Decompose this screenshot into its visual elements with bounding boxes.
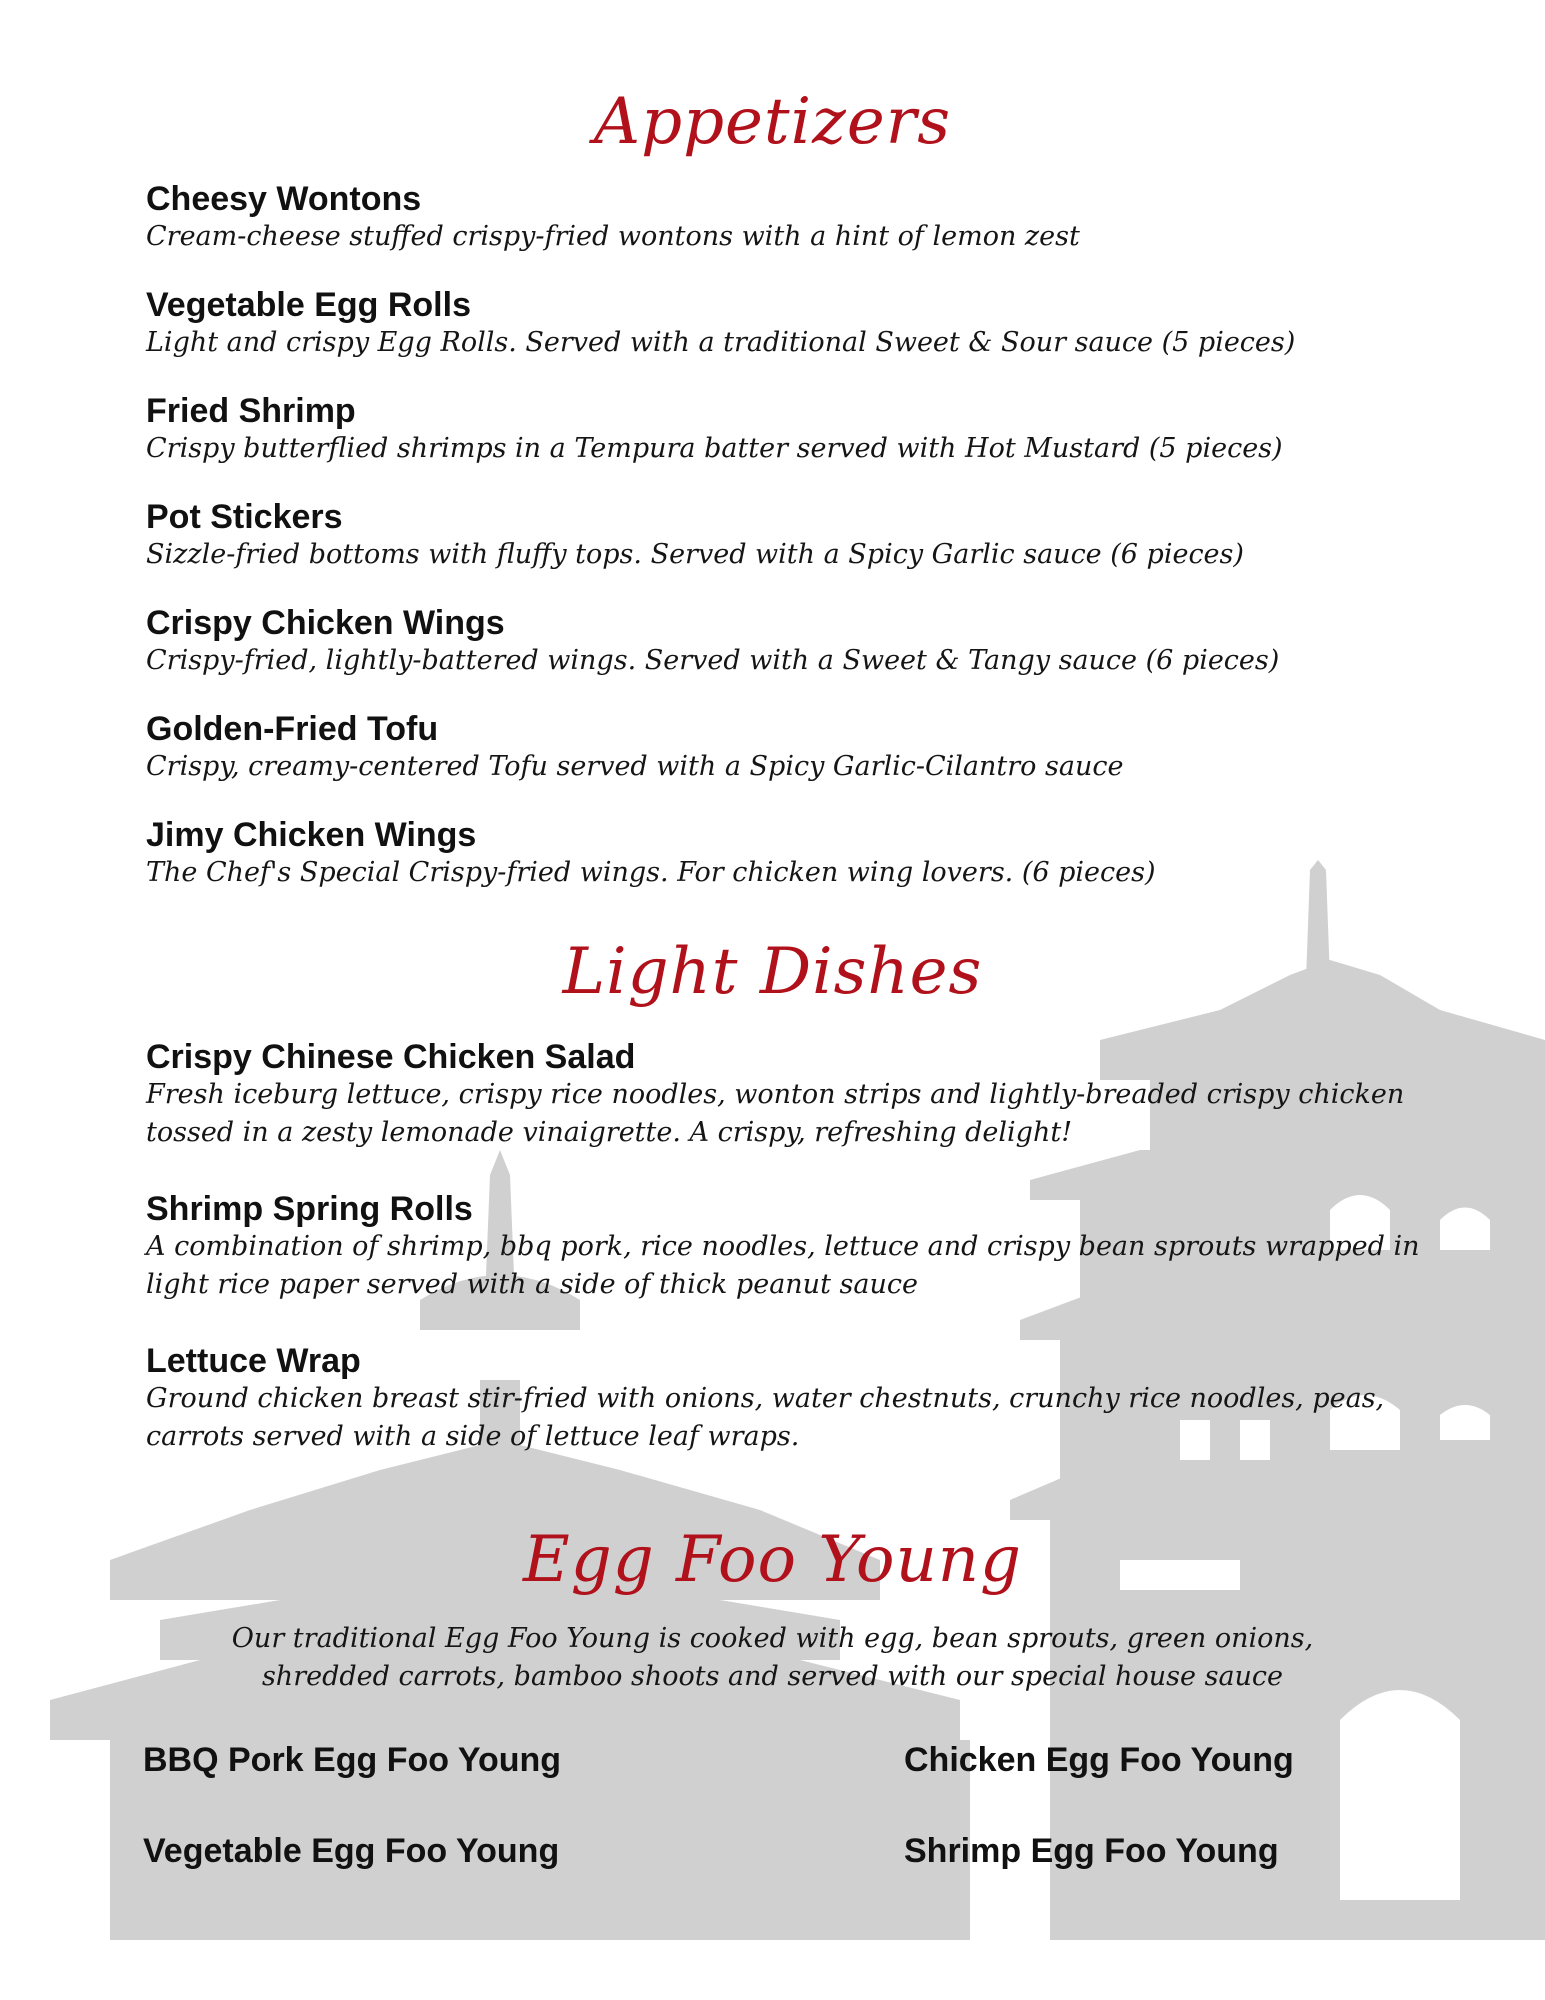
egg-foo-young-item: Shrimp Egg Foo Young [904, 1832, 1279, 1870]
item-description: Ground chicken breast stir-fried with onions, water chestnuts, crunchy rice noodles, peas, [146, 1383, 1385, 1414]
item-name: Fried Shrimp [146, 392, 356, 430]
item-description: Light and crispy Egg Rolls. Served with a traditional Sweet & Sour sauce (5 pieces) [146, 327, 1296, 358]
item-description: A combination of shrimp, bbq pork, rice noodles, lettuce and crispy bean sprouts wrapped in [146, 1231, 1420, 1262]
menu-item [146, 286, 1436, 362]
item-name: Shrimp Spring Rolls [146, 1190, 473, 1228]
egg-foo-young-heading: Egg Foo Young [523, 1523, 1022, 1597]
egg-foo-young-item: Vegetable Egg Foo Young [143, 1832, 560, 1870]
item-description: Sizzle-fried bottoms with fluffy tops. Served with a Spicy Garlic sauce (6 pieces) [146, 539, 1244, 570]
menu-item [146, 392, 1436, 468]
item-name: Lettuce Wrap [146, 1342, 361, 1380]
menu-item [146, 1190, 1436, 1304]
menu-item [146, 498, 1436, 574]
menu-item [146, 604, 1436, 680]
menu-item [146, 1038, 1436, 1152]
egg-foo-young-intro: Our traditional Egg Foo Young is cooked with egg, bean sprouts, green onions, [231, 1623, 1314, 1654]
item-description: Fresh iceburg lettuce, crispy rice noodles, wonton strips and lightly-breaded crispy chicken [146, 1079, 1405, 1110]
item-description: Crispy-fried, lightly-battered wings. Served with a Sweet & Tangy sauce (6 pieces) [146, 645, 1280, 676]
appetizers-heading: Appetizers [593, 85, 952, 159]
egg-foo-young-item: Chicken Egg Foo Young [904, 1741, 1294, 1779]
item-description: tossed in a zesty lemonade vinaigrette. A crispy, refreshing delight! [146, 1117, 1073, 1148]
item-name: Crispy Chicken Wings [146, 604, 505, 642]
item-name: Cheesy Wontons [146, 180, 422, 218]
item-description: Crispy, creamy-centered Tofu served with a Spicy Garlic-Cilantro sauce [146, 751, 1124, 782]
egg-foo-young-intro: shredded carrots, bamboo shoots and served with our special house sauce [261, 1661, 1284, 1692]
item-name: Pot Stickers [146, 498, 343, 536]
item-name: Golden-Fried Tofu [146, 710, 439, 748]
item-description: carrots served with a side of lettuce leaf wraps. [146, 1421, 800, 1452]
item-description: Cream-cheese stuffed crispy-fried wontons with a hint of lemon zest [146, 221, 1080, 252]
item-name: Jimy Chicken Wings [146, 816, 477, 854]
menu-item [146, 180, 1436, 256]
egg-foo-young-item: BBQ Pork Egg Foo Young [143, 1741, 562, 1779]
item-name: Vegetable Egg Rolls [146, 286, 471, 324]
item-description: The Chef's Special Crispy-fried wings. For chicken wing lovers. (6 pieces) [146, 857, 1156, 888]
menu-item [146, 1342, 1436, 1456]
menu-item [146, 816, 1436, 892]
menu-item [146, 710, 1436, 786]
item-description: light rice paper served with a side of thick peanut sauce [146, 1269, 918, 1300]
light-dishes-heading: Light Dishes [562, 935, 983, 1009]
item-name: Crispy Chinese Chicken Salad [146, 1038, 636, 1076]
item-description: Crispy butterflied shrimps in a Tempura batter served with Hot Mustard (5 pieces) [146, 433, 1283, 464]
